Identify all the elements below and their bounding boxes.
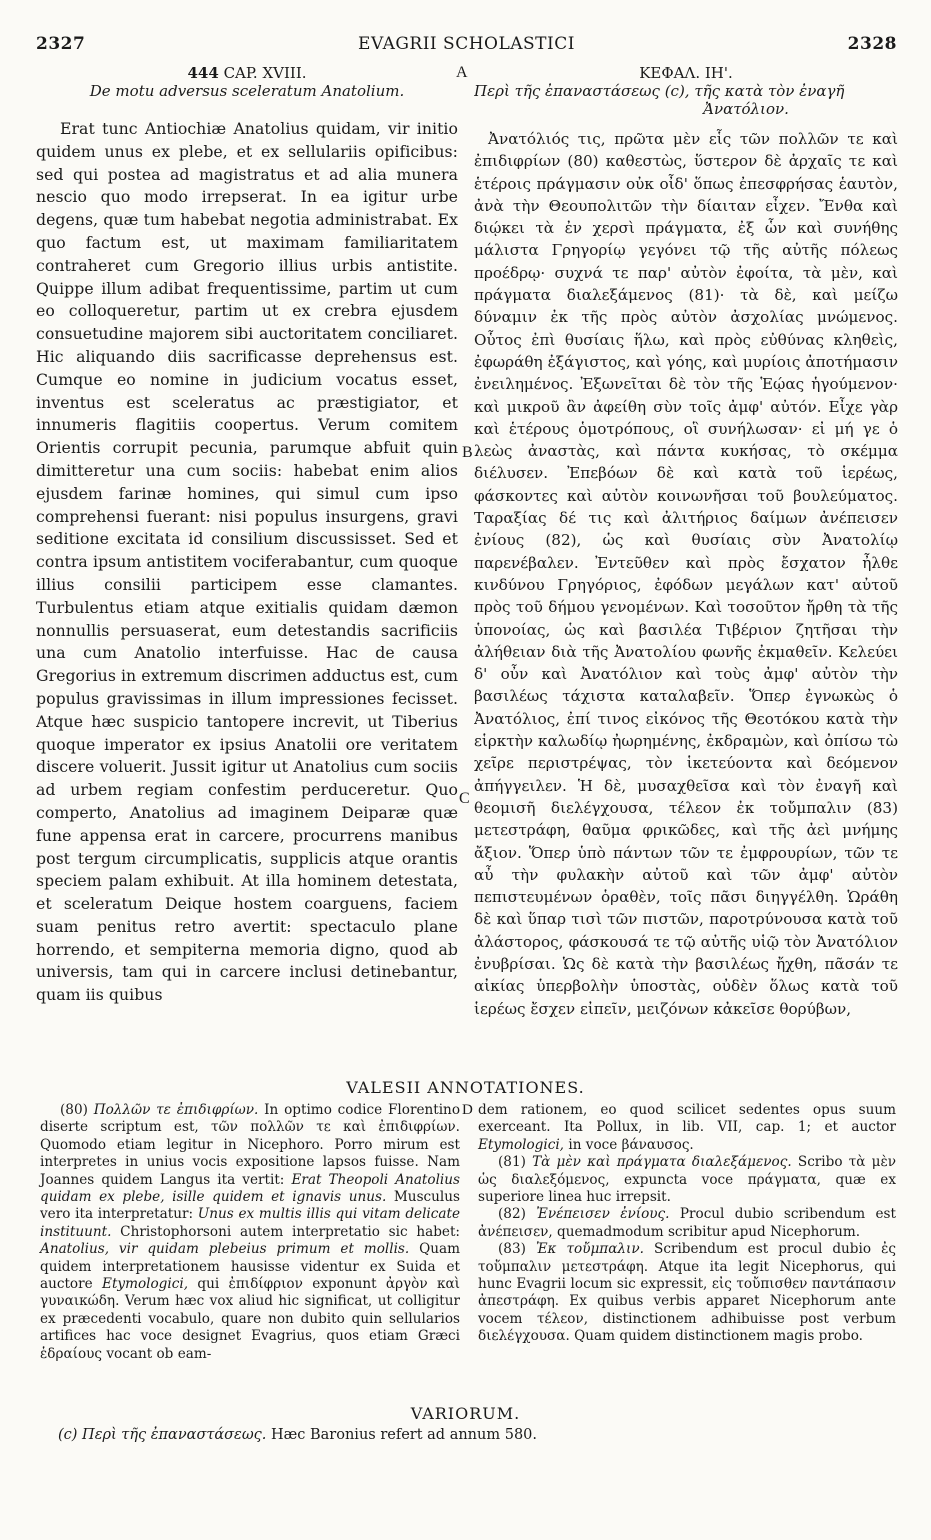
annotation-80: [40, 1102, 460, 1363]
note-text: Quam quidem interpretationem hausisse videntur ex Suida et auctore: [40, 1241, 460, 1293]
note-label: (83): [498, 1241, 526, 1258]
note-text: Musculus vero ita interpretatur:: [40, 1189, 460, 1223]
note-text: dem rationem, eo quod scilicet sedentes opus suum exerceant. Ita Pollux, in lib. VII, cap. 1; et auctor: [478, 1102, 896, 1136]
annotation-82: [478, 1206, 896, 1241]
greek-chapter-subtitle: Περὶ τῆς ἐπαναστάσεως (c), τῆς κατὰ τὸν ἐναγῆ: [474, 82, 845, 100]
note-text: in voce βάναυσος.: [568, 1136, 694, 1153]
annotations-heading: VALESII ANNOTATIONES.: [346, 1078, 585, 1097]
section-marker-d: D: [462, 1102, 473, 1118]
note-label: (81): [498, 1154, 526, 1171]
note-label: (80): [60, 1102, 88, 1118]
latin-chapter-title: CAP. XVIII.: [223, 64, 307, 82]
greek-text: Ἀνατόλιός τις, πρῶτα μὲν εἷς τῶν πολλῶν τε καὶ ἐπιδιφρίων (80) καθεστὼς, ὕστερον δὲ ἀρχαῖς τε καὶ ἑτέροις πράγμασιν οὐκ οἶδ' ὅπως ἐπεσφρήσας ἑαυτὸν, ἀνὰ τὴν Θεουπολιτῶν τὴν δίαιταν εἶχεν. Ἔνθα καὶ διῴκει τὰ ἐν χερσὶ πράγματα, ἐξ ὧν καὶ συνήθης μάλιστα Γρηγορίῳ γεγόνει τῷ τῆς αὐτῆς πόλεως προέδρῳ· συχνά τε παρ' αὐτὸν ἐφοίτα, τὰ μὲν, καὶ πράγματα διαλεξάμενος (81)· τὰ δὲ, καὶ μείζω δύναμιν ἐκ τῆς πρὸς αὐτὸν ἀσχολίας μνώμενος. Οὗτος ἐπὶ θυσίαις ἥλω, καὶ πρὸς εὐθύνας κληθεὶς, ἐφωράθη ἐξάγιστος, καὶ γόης, καὶ μυρίοις ἀποτήμασιν ἐνειλημένος. Ἐξωνεῖται δὲ τὸν τῆς Ἑῴας ἡγούμενον· καὶ μικροῦ ἂν ἀφείθη σὺν τοῖς ἀμφ' αὐτόν. Εἶχε γὰρ καὶ ἑτέρους ὁμοτρόπους, οἳ συνήλωσαν· εἰ μή γε ὁ λεὼς ἀναστὰς, καὶ πάντα κυκήσας, τὸ σκέμμα διέλυσεν. Ἐπεβόων δὲ καὶ κατὰ τοῦ ἱερέως, φάσκοντες καὶ αὐτὸν κοινωνῆσαι τοῦ βουλεύματος. Ταραξίας δέ τις καὶ ἀλιτήριος δαίμων ἀνέπεισεν ἐνίους (82), ὡς καὶ θυσίαις σὺν Ἀνατολίῳ παρενέβαλεν. Ἐντεῦθεν καὶ πρὸς ἔσχατον ἦλθε κινδύνου Γρηγόριος, ἐφόδων μεγάλων κατ' αὐτοῦ πρὸς τοῦ δήμου γενομένων. Καὶ τοσοῦτον ἤρθη τὰ τῆς ὑπονοίας, ὡς καὶ βασιλέα Τιβέριον ζητῆσαι τὴν ἀλήθειαν διὰ τῆς Ἀνατολίου φωνῆς ἐκμαθεῖν. Κελεύει δ' οὖν καὶ Ἀνατόλιον καὶ τοὺς ἀμφ' αὐτὸν τὴν βασιλέως τάχιστα καταλαβεῖν. Ὅπερ ἐγνωκὼς ὁ Ἀνατόλιος, ἐπί τινος εἰκόνος τῆς Θεοτόκου κατὰ τὴν εἱρκτὴν καλωδίῳ ἠωρημένης, ἐκδραμὼν, καὶ ὀπίσω τὼ χεῖρε περιστρέψας, τὸν ἱκετεύοντα καὶ δεόμενον ἀπήγγειλεν. Ἡ δὲ, μυσαχθεῖσα καὶ τὸν ἐναγῆ καὶ θεομισῆ διελέγχουσα, τέλεον ἐκ τοὔμπαλιν (83) μετεστράφη, θαῦμα φρικῶδες, καὶ τῆς ἀεὶ μνήμης ἄξιον. Ὅπερ ὑπὸ πάντων τῶν τε ἐμφρουρίων, τῶν τε αὖ τὴν φυλακὴν αὐτοῦ καὶ τῶν ἀμφ' αὐτὸν πεπιστευμένων ὁραθὲν, τοῖς πᾶσι διηγγέλθη. Ὡράθη δὲ καὶ ὕπαρ τισὶ τῶν πιστῶν, παροτρύνουσα κατὰ τοῦ ἀλάστορος, φάσκουσά τε τῷ αὐτῆς υἱῷ τὸν Ἀνατόλιον ἐνυβρίσαι. Ὡς δὲ κατὰ τὴν βασιλέως ἤχθη, πᾶσάν τε αἰκίας ὑπερβολὴν ὑποστὰς, οὐδὲν ὅλως κατὰ τοῦ ἱερέως ἔσχεν εἰπεῖν, μειζόνων κἀκεῖσε θορύβων,: [474, 130, 898, 1018]
note-source: Etymologici,: [102, 1276, 189, 1293]
latin-column: [36, 64, 458, 1007]
annotation-83: [478, 1241, 896, 1345]
running-head: [36, 34, 897, 58]
note-text: Christophorsoni autem interpretatio sic habet:: [120, 1223, 460, 1240]
note-quote: Erat Theopoli Anatolius quidam ex plebe, isille quidem et ignavis unus.: [40, 1171, 460, 1206]
section-marker-b: B: [462, 444, 473, 461]
annotation-80-continued: [478, 1102, 896, 1154]
note-text: Procul dubio scribendum est ἀνέπεισεν, quemadmodum scribitur apud Nicephorum.: [478, 1206, 896, 1240]
running-title: EVAGRII SCHOLASTICI: [358, 34, 575, 54]
note-lemma: Πολλῶν τε ἐπιδιφρίων.: [93, 1102, 259, 1118]
page-number-marker: 444: [187, 64, 219, 82]
note-quote: Unus ex multis illis qui vitam delicate instituunt.: [40, 1206, 460, 1240]
variorum-note: [58, 1426, 871, 1444]
note-label: (c): [58, 1427, 78, 1443]
variorum-heading: VARIORUM.: [410, 1404, 521, 1423]
latin-text: Erat tunc Antiochiæ Anatolius quidam, vir initio quidem unus ex plebe, et ex sellulariis opificibus: sed qui postea ad magistratus et ad alia munera nescio quo modo irrepserat. In ea igitur urbe degens, quæ tum habebat negotia administrabat. Ex quo factum est, ut maximam familiaritatem contraheret cum Gregorio illius urbis antistite. Quippe illum adibat frequentissime, partim ut cum eo colloqueretur, partim ut ex crebra ejusdem consuetudine majorem sibi auctoritatem conciliaret. Hic aliquando diis sacrificasse deprehensus est. Cumque eo nomine in judicium vocatus esset, inventus est sceleratus ac præstigiator, et innumeris flagitiis coopertus. Verum comitem Orientis corrupit pecunia, parumque abfuit quin dimitteretur una cum sociis: habebat enim alios ejusdem farinæ homines, qui simul cum ipso comprehensi fuerant: nisi populus insurgens, gravi seditione excitata id consilium discussisset. Sed et contra ipsum antistitem vociferabantur, cum quoque illius consilii participem esse clamantes. Turbulentus etiam atque exitialis quidam dæmon nonnullis persuaserat, eum detestandis sacrificiis una cum Anatolio interfuisse. Hac de causa Gregorius in extremum discrimen adductus est, cum populus gravissimas in illum impressiones fecisset. Atque hæc suspicio tantopere increvit, ut Tiberius quoque imperator ex ipsius Anatolii ore veritatem discere voluerit. Jussit igitur ut Anatolius cum sociis ad urbem regiam confestim perduceretur. Quo comperto, Anatolius ad imaginem Deiparæ quæ fune appensa erat in carcere, procurrens manibus post tergum circumplicatis, supplicis atque orantis speciem palam exhibuit. At illa hominem detestata, et sceleratum Deique hostem coarguens, faciem suam penitus retro avertit: spectaculo plane horrendo, et sempiterna memoria digno, quod ab universis, tam qui in carcere inclusi detinebantur, quam iis quibus: [36, 119, 458, 1005]
annotation-81: [478, 1154, 896, 1206]
left-column-number: 2327: [36, 34, 86, 54]
note-lemma: Περὶ τῆς ἐπαναστάσεως.: [82, 1427, 267, 1443]
note-lemma: Τὰ μὲν καὶ πράγματα διαλεξάμενος.: [532, 1154, 792, 1171]
note-lemma: Ἐκ τοὔμπαλιν.: [535, 1241, 644, 1258]
section-marker-c: C: [459, 790, 470, 807]
latin-chapter-heading: [36, 64, 458, 82]
annotations-left-column: [40, 1102, 460, 1363]
note-text: Hæc Baronius refert ad annum 580.: [271, 1427, 537, 1443]
greek-column: [474, 64, 898, 1020]
greek-chapter-subtitle-cont: Ἀνατόλιον.: [703, 100, 789, 118]
note-source: Etymologici,: [478, 1136, 565, 1153]
note-quote: Anatolius, vir quidam plebeius primum et mollis.: [40, 1241, 410, 1258]
note-text: Scribo τὰ μὲν ὡς διαλεξόμενος, expuncta voce πράγματα, quæ ex superiore linea huc irrepsit.: [478, 1154, 897, 1206]
annotations-right-column: [478, 1102, 896, 1346]
note-text: In optimo codice Florentino diserte scriptum est, τῶν πολλῶν τε καὶ ἐπιδιφρίων. Quomodo etiam legitur in Nicephoro. Porro mirum est interpretes in unius vocis expositione lapsos fuisse. Nam Joannes quidem Langus ita vertit:: [40, 1102, 460, 1188]
note-label: (82): [498, 1206, 526, 1223]
latin-chapter-subtitle: De motu adversus sceleratum Anatolium.: [89, 82, 405, 100]
section-marker-a: A: [456, 64, 468, 81]
right-column-number: 2328: [847, 34, 897, 54]
note-text: qui ἐπιδίφριον exponunt ἀργὸν καὶ γυναικώδη. Verum hæc vox aliud hic significat, ut colligitur ex præcedenti vocabulo, quare non dubito quin sellularios artifices hac voce designet Evagrius, quos etiam Græci ἑδραίους vocant ob eam-: [40, 1276, 460, 1362]
greek-chapter-title: ΚΕΦΑΛ. ΙΗ'.: [639, 64, 733, 82]
note-text: Scribendum est procul dubio ἐς τοὔμπαλιν μετεστράφη. Atque ita legit Nicephorus, qui hunc Evagrii locum sic expressit, εἰς τοὔπισθεν παντάπασιν ἀπεστράφη. Ex quibus verbis apparet Nicephorum ante vocem τέλεον, distinctionem adhibuisse post verbum διελέγχουσα. Quam quidem distinctionem magis probo.: [478, 1241, 896, 1345]
note-lemma: Ἐνέπεισεν ἐνίους.: [536, 1206, 670, 1223]
